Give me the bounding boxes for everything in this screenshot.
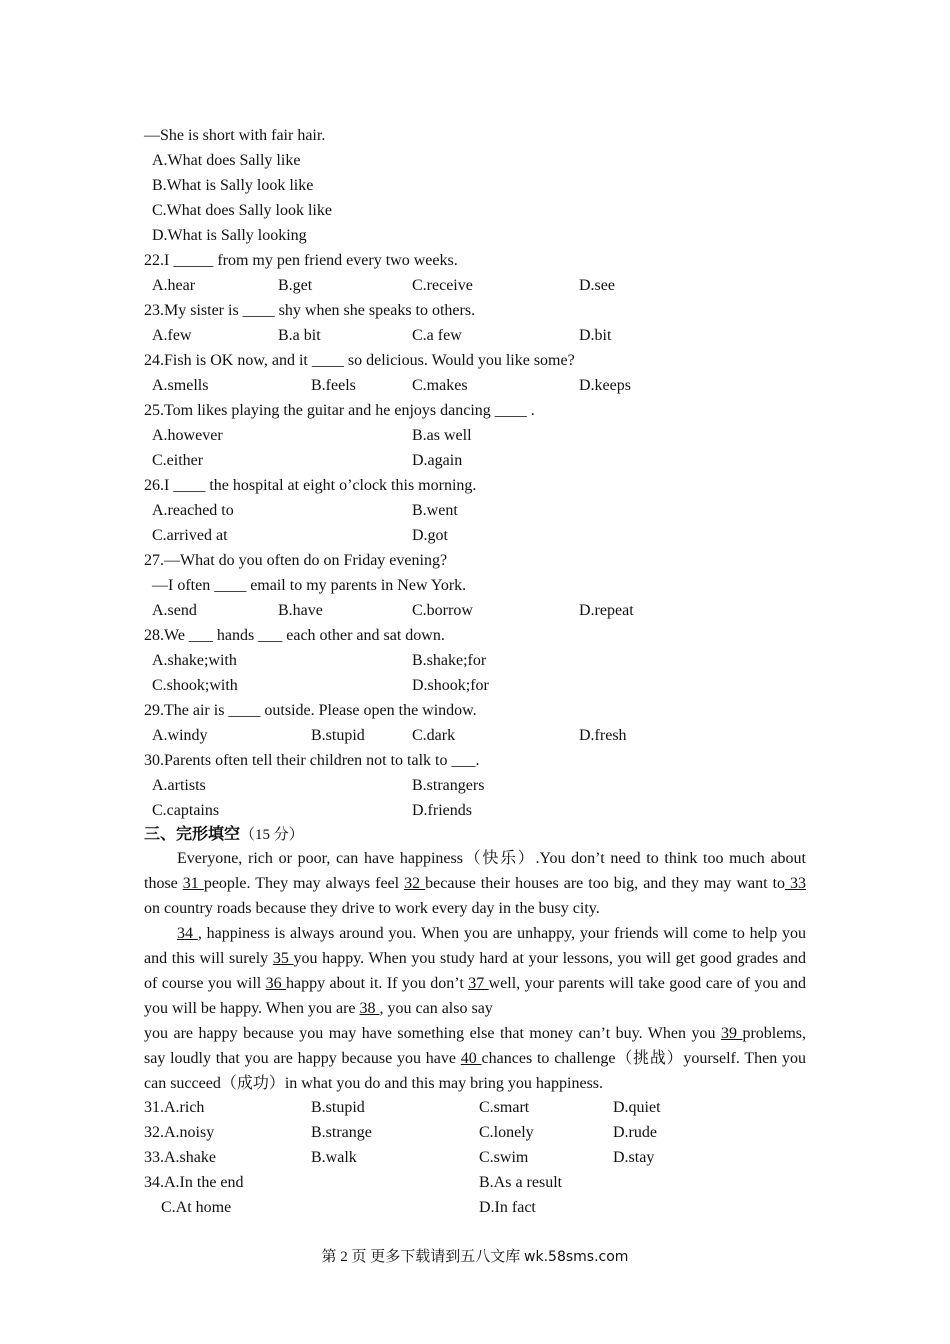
q23-option-a: A.few — [152, 327, 192, 344]
q22-option-c: C.receive — [412, 277, 473, 294]
blank-37: 37 — [468, 975, 489, 992]
q24-option-b: B.feels — [311, 377, 356, 394]
q24-stem: 24.Fish is OK now, and it ____ so delicious. Would you like some? — [144, 352, 575, 369]
q29-option-b: B.stupid — [311, 727, 365, 744]
q32-option-b: B.strange — [311, 1124, 372, 1141]
blank-32: 32 — [404, 875, 426, 892]
q26-stem: 26.I ____ the hospital at eight o’clock this morning. — [144, 477, 477, 494]
q25-option-c: C.either — [152, 452, 204, 469]
passage-paragraph-2: 34 , happiness is always around you. When you are unhappy, your friends will come to help you and this will surely 35 you happy. When you study hard at your lessons, you will get good grades and of course you will 36 happy about it. If you don’t 37 well, your parents will take good care of you and you will be happy. When you are 38 , you can also say — [144, 925, 807, 1017]
q27-option-c: C.borrow — [412, 602, 473, 619]
q28-option-d: D.shook;for — [412, 677, 489, 694]
q26-option-c: C.arrived at — [152, 527, 228, 544]
blank-38: 38 — [359, 1000, 380, 1017]
q22-option-d: D.see — [579, 277, 615, 294]
blank-33: 33 — [785, 875, 807, 892]
q26-option-b: B.went — [412, 502, 458, 519]
q33-option-c: C.swim — [479, 1149, 529, 1166]
q31-option-c: C.smart — [479, 1099, 530, 1116]
passage-paragraph-1: Everyone, rich or poor, can have happiness（快乐）.You don’t need to think too much about those 31 people. They may always feel 32 because their houses are too big, and they may want to 33 on country roads because they drive to work every day in the busy city. — [144, 850, 807, 917]
q29-option-d: D.fresh — [579, 727, 627, 744]
q32-option-c: C.lonely — [479, 1124, 534, 1141]
page-footer — [0, 1245, 950, 1266]
q31-option-b: B.stupid — [311, 1099, 365, 1116]
q29-option-c: C.dark — [412, 727, 456, 744]
q33-option-b: B.walk — [311, 1149, 357, 1166]
q30-option-c: C.captains — [152, 802, 220, 819]
blank-35: 35 — [272, 950, 294, 967]
blank-31: 31 — [182, 875, 204, 892]
q21-answer-line: —She is short with fair hair. — [144, 127, 326, 144]
passage-paragraph-3: you are happy because you may have something else that money can’t buy. When you 39 problems, say loudly that you are happy because you have 40 chances to challenge（挑战）yourself. Then you can succeed（成功）in what you do and this may bring you happiness. — [144, 1025, 807, 1092]
q27-option-a: A.send — [152, 602, 197, 619]
q28-option-a: A.shake;with — [152, 652, 237, 669]
q28-option-b: B.shake;for — [412, 652, 487, 669]
blank-40: 40 — [460, 1050, 482, 1067]
q28-stem: 28.We ___ hands ___ each other and sat down. — [144, 627, 445, 644]
q33-option-a: 33.A.shake — [144, 1149, 216, 1166]
q32-option-a: 32.A.noisy — [144, 1124, 215, 1141]
q30-stem: 30.Parents often tell their children not to talk to ___. — [144, 752, 480, 769]
blank-39: 39 — [720, 1025, 743, 1042]
q22-stem: 22.I _____ from my pen friend every two weeks. — [144, 252, 458, 269]
q23-option-b: B.a bit — [278, 327, 321, 344]
q34-option-a: 34.A.In the end — [144, 1174, 244, 1191]
q24-option-a: A.smells — [152, 377, 209, 394]
q27-answer-line: —I often ____ email to my parents in New York. — [152, 577, 467, 594]
q22-option-b: B.get — [278, 277, 313, 294]
q23-option-c: C.a few — [412, 327, 462, 344]
q34-option-c: C.At home — [161, 1199, 232, 1216]
q28-option-c: C.shook;with — [152, 677, 238, 694]
section-score-note: （15 分） — [240, 827, 304, 843]
q25-option-a: A.however — [152, 427, 223, 444]
q25-stem: 25.Tom likes playing the guitar and he enjoys dancing ____ . — [144, 402, 535, 419]
q22-option-a: A.hear — [152, 277, 196, 294]
blank-36: 36 — [265, 975, 287, 992]
blank-34: 34 — [177, 925, 198, 942]
q34-option-b: B.As a result — [479, 1174, 563, 1191]
footer-site-link[interactable]: wk.58sms.com — [524, 1249, 629, 1265]
q23-option-d: D.bit — [579, 327, 612, 344]
q21-option-c: C.What does Sally look like — [152, 202, 332, 219]
q30-option-b: B.strangers — [412, 777, 485, 794]
q21-option-a: A.What does Sally like — [152, 152, 301, 169]
q29-stem: 29.The air is ____ outside. Please open the window. — [144, 702, 477, 719]
q33-option-d: D.stay — [613, 1149, 655, 1166]
section-title: 三、完形填空 — [144, 824, 241, 843]
q27-option-b: B.have — [278, 602, 323, 619]
section-heading — [144, 824, 304, 845]
q31-option-d: D.quiet — [613, 1099, 661, 1116]
q24-option-d: D.keeps — [579, 377, 631, 394]
q21-option-d: D.What is Sally looking — [152, 227, 307, 244]
q31-option-a: 31.A.rich — [144, 1099, 205, 1116]
q25-option-d: D.again — [412, 452, 463, 469]
q34-option-d: D.In fact — [479, 1199, 536, 1216]
q26-option-a: A.reached to — [152, 502, 234, 519]
q26-option-d: D.got — [412, 527, 448, 544]
q32-option-d: D.rude — [613, 1124, 657, 1141]
footer-text: 第 2 页 更多下载请到五八文库 — [321, 1249, 525, 1265]
q29-option-a: A.windy — [152, 727, 208, 744]
q27-stem: 27.—What do you often do on Friday evening? — [144, 552, 448, 569]
q30-option-a: A.artists — [152, 777, 206, 794]
q25-option-b: B.as well — [412, 427, 472, 444]
q27-option-d: D.repeat — [579, 602, 634, 619]
q23-stem: 23.My sister is ____ shy when she speaks to others. — [144, 302, 476, 319]
q24-option-c: C.makes — [412, 377, 468, 394]
q21-option-b: B.What is Sally look like — [152, 177, 314, 194]
q30-option-d: D.friends — [412, 802, 472, 819]
